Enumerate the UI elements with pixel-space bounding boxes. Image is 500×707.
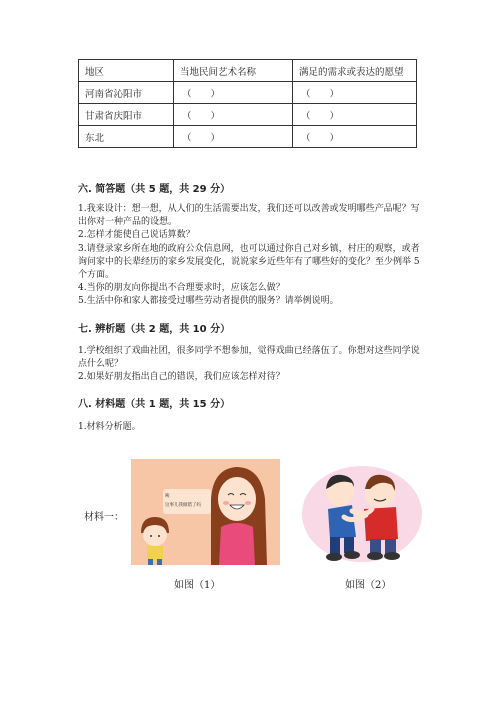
illustration-fighting-boys — [300, 459, 425, 564]
table-cell: （ ） — [293, 126, 417, 148]
caption-figure-2: 如图（2） — [345, 580, 392, 591]
table-row — [79, 82, 417, 104]
info-table — [78, 59, 417, 148]
table-cell: 东北 — [79, 126, 174, 148]
table-row — [79, 104, 417, 126]
material-label: 材料一： — [84, 512, 124, 523]
table-cell: （ ） — [174, 126, 293, 148]
question-item: 1.学校组织了戏曲社团，很多同学不想参加，觉得戏曲已经落伍了。你想对这些同学说点什么呢？ — [78, 346, 420, 370]
question-item: 5.生活中你和家人都接受过哪些劳动者提供的服务？请举例说明。 — [78, 296, 339, 307]
bubble-text-line: 这事儿我做错了吗 — [165, 503, 201, 508]
question-item: 3.请登录家乡所在地的政府公众信息网，也可以通过你自己对乡镇，村庄的观察，或者询问家中的长辈经历的家乡发展变化，说说家乡近些年有了哪些好的变化？至少例举 5 个方面。 — [78, 243, 420, 281]
section-8-title: 八. 材料题（共 1 题，共 15 分） — [78, 399, 231, 410]
caption-figure-1: 如图（1） — [174, 580, 221, 591]
section-8-questions — [78, 421, 423, 434]
section-7-questions — [78, 345, 423, 385]
section-6-questions — [78, 203, 423, 309]
table-cell: （ ） — [174, 104, 293, 126]
question-item: 4.当你的朋友向你提出不合理要求时，应该怎么做？ — [78, 283, 285, 294]
table-row — [79, 126, 417, 148]
table-header-cell: 地区 — [79, 60, 174, 82]
section-6-title: 六. 简答题（共 5 题，共 29 分） — [78, 184, 231, 195]
question-item: 1.我来设计：想一想，从人们的生活需要出发，我们还可以改善或发明哪些产品呢？写出你对一种产品的设想。 — [78, 204, 420, 228]
question-item: 2.如果好朋友指出自己的错误，我们应该怎样对待？ — [78, 372, 285, 383]
section-7-title: 七. 辨析题（共 2 题，共 10 分） — [78, 324, 231, 335]
table-cell: 甘肃省庆阳市 — [79, 104, 174, 126]
question-item: 1.材料分析题。 — [78, 422, 141, 432]
table-cell: 河南省沁阳市 — [79, 82, 174, 104]
table-cell: （ ） — [293, 104, 417, 126]
bubble-text-line: 咦 — [165, 494, 170, 499]
table-header-row — [79, 60, 417, 82]
question-item: 2.怎样才能使自己说话算数？ — [78, 230, 195, 241]
table-header-cell: 满足的需求或表达的愿望 — [293, 60, 417, 82]
table-header-cell: 当地民间艺术名称 — [174, 60, 293, 82]
table-cell: （ ） — [174, 82, 293, 104]
table-cell: （ ） — [293, 82, 417, 104]
illustration-mother-child — [131, 459, 280, 565]
